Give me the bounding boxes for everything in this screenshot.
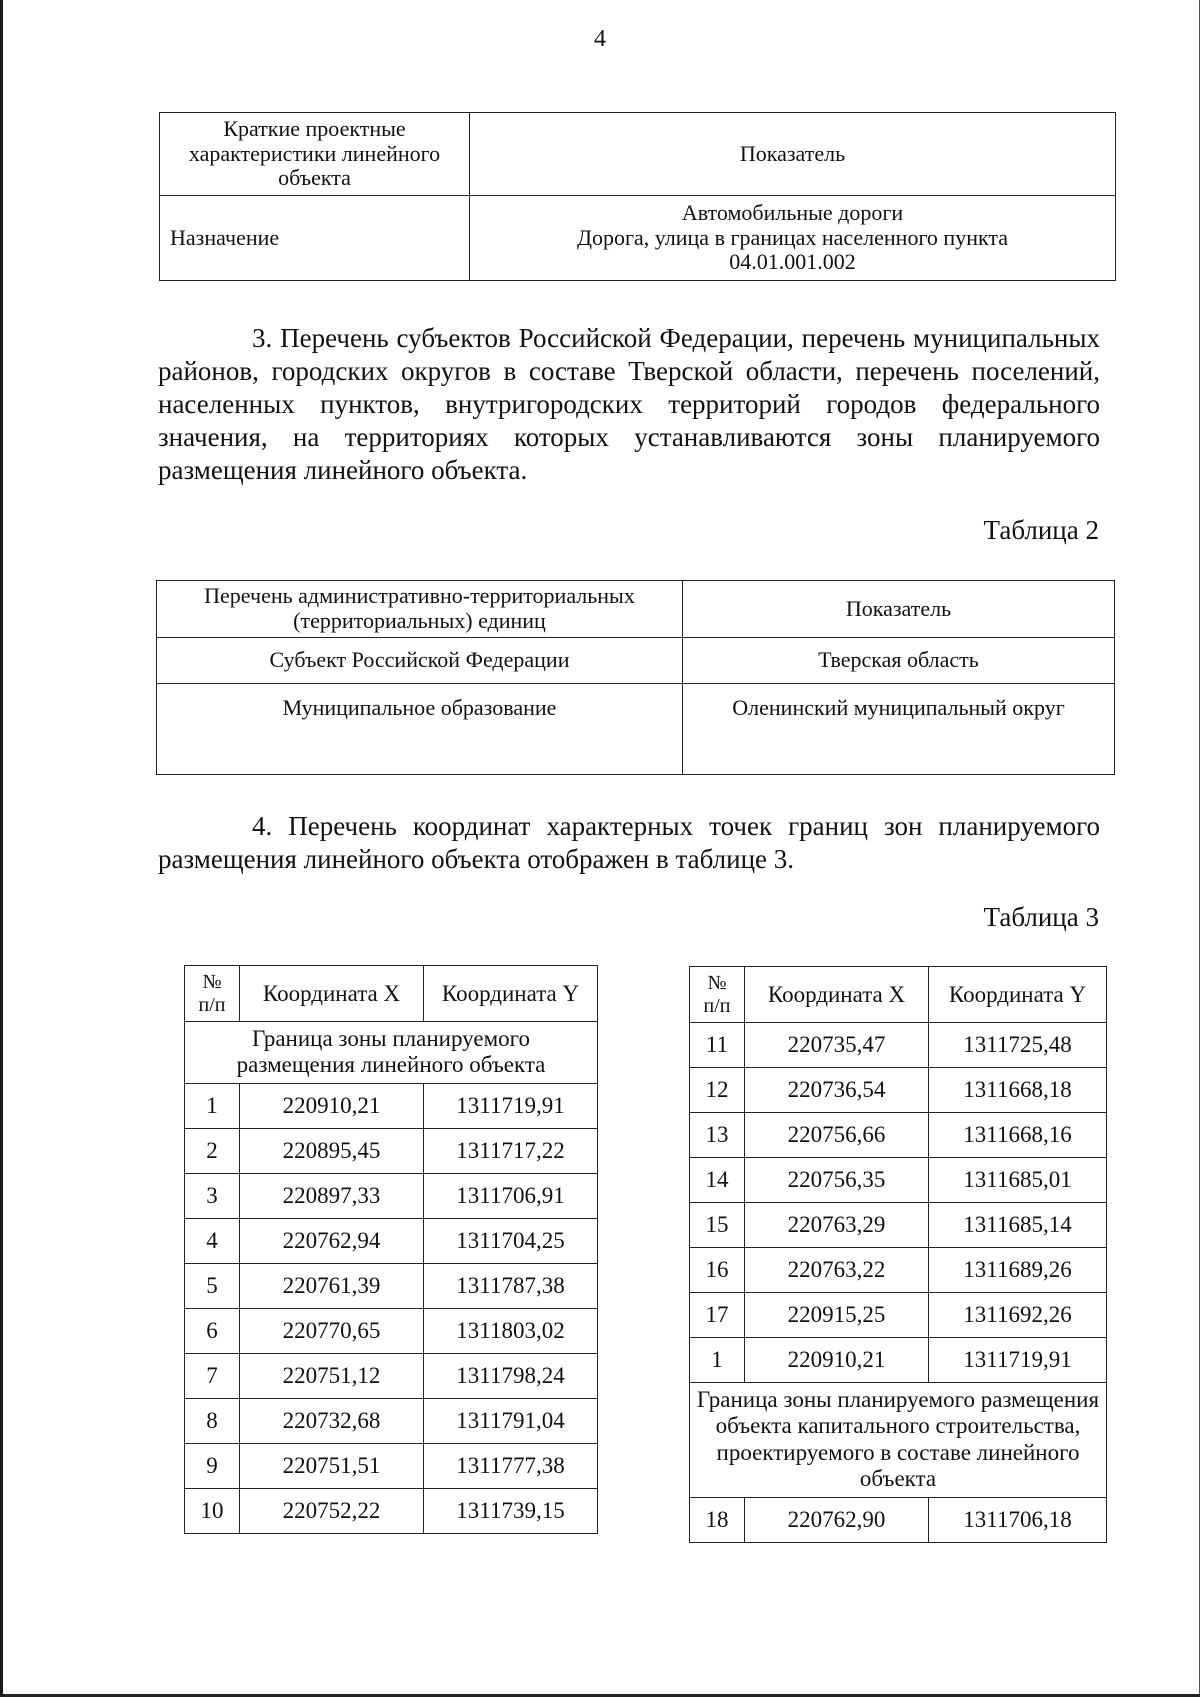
header-number-symbol: № bbox=[707, 972, 727, 995]
coordinate-y: 1311787,38 bbox=[424, 1263, 598, 1308]
point-number: 14 bbox=[690, 1158, 745, 1203]
table-header-row bbox=[157, 581, 1115, 638]
table-row bbox=[690, 1338, 1107, 1383]
coordinate-x: 220763,22 bbox=[745, 1248, 929, 1293]
table-row bbox=[690, 1248, 1107, 1293]
subject-label: Субъект Российской Федерации bbox=[157, 638, 683, 684]
point-number: 7 bbox=[185, 1353, 240, 1398]
coordinate-y: 1311803,02 bbox=[424, 1308, 598, 1353]
coordinate-y: 1311706,91 bbox=[424, 1173, 598, 1218]
table-row bbox=[157, 684, 1115, 775]
table-2-caption: Таблица 2 bbox=[983, 515, 1099, 545]
coordinate-x: 220910,21 bbox=[745, 1338, 929, 1383]
coordinate-y: 1311798,24 bbox=[424, 1353, 598, 1398]
coordinate-x: 220770,65 bbox=[240, 1308, 424, 1353]
design-characteristics-table bbox=[159, 112, 1116, 281]
header-number-abbr: п/п bbox=[198, 993, 226, 1016]
municipality-label: Муниципальное образование bbox=[157, 684, 683, 775]
table-row bbox=[160, 196, 1116, 281]
point-number: 4 bbox=[185, 1218, 240, 1263]
section-linear-object: Граница зоны планируемого размещения линейного объекта bbox=[185, 1022, 598, 1084]
header-coordinate-x: Координата X bbox=[240, 966, 424, 1022]
point-number: 2 bbox=[185, 1128, 240, 1173]
header-indicator: Показатель bbox=[470, 113, 1116, 196]
point-number: 13 bbox=[690, 1113, 745, 1158]
section-row bbox=[185, 1022, 598, 1084]
coordinate-y: 1311706,18 bbox=[929, 1497, 1107, 1542]
section-row bbox=[690, 1383, 1107, 1498]
point-number: 3 bbox=[185, 1173, 240, 1218]
purpose-value bbox=[470, 196, 1116, 281]
section-4-paragraph bbox=[158, 810, 1100, 876]
coordinate-x: 220751,12 bbox=[240, 1353, 424, 1398]
table-row bbox=[185, 1353, 598, 1398]
purpose-value-line: 04.01.001.002 bbox=[729, 249, 856, 275]
coordinate-x: 220763,29 bbox=[745, 1203, 929, 1248]
point-number: 5 bbox=[185, 1263, 240, 1308]
coordinate-x: 220761,39 bbox=[240, 1263, 424, 1308]
table-row bbox=[185, 1218, 598, 1263]
coordinate-x: 220762,90 bbox=[745, 1497, 929, 1542]
coordinate-x: 220752,22 bbox=[240, 1488, 424, 1533]
administrative-units-table bbox=[156, 580, 1115, 775]
purpose-value-line: Дорога, улица в границах населенного пункта bbox=[576, 224, 1009, 250]
purpose-value-line: Автомобильные дороги bbox=[681, 200, 904, 226]
point-number: 11 bbox=[690, 1023, 745, 1068]
header-characteristics: Краткие проектные характеристики линейного объекта bbox=[160, 113, 470, 196]
coordinate-x: 220897,33 bbox=[240, 1173, 424, 1218]
point-number: 16 bbox=[690, 1248, 745, 1293]
coordinate-y: 1311704,25 bbox=[424, 1218, 598, 1263]
table-row bbox=[690, 1158, 1107, 1203]
coordinate-y: 1311791,04 bbox=[424, 1398, 598, 1443]
point-number: 12 bbox=[690, 1068, 745, 1113]
point-number: 18 bbox=[690, 1497, 745, 1542]
coordinate-y: 1311719,91 bbox=[424, 1083, 598, 1128]
table-row bbox=[690, 1293, 1107, 1338]
table-row bbox=[185, 1128, 598, 1173]
coordinates-table-right bbox=[689, 966, 1107, 1543]
header-coordinate-x: Координата X bbox=[745, 967, 929, 1023]
header-coordinate-y: Координата Y bbox=[929, 967, 1107, 1023]
point-number: 6 bbox=[185, 1308, 240, 1353]
coordinate-y: 1311739,15 bbox=[424, 1488, 598, 1533]
coordinate-y: 1311668,16 bbox=[929, 1113, 1107, 1158]
table-3-caption: Таблица 3 bbox=[983, 902, 1099, 932]
coordinate-y: 1311717,22 bbox=[424, 1128, 598, 1173]
table-row bbox=[690, 1113, 1107, 1158]
table-row bbox=[185, 1263, 598, 1308]
point-number: 1 bbox=[690, 1338, 745, 1383]
point-number: 10 bbox=[185, 1488, 240, 1533]
coordinate-x: 220735,47 bbox=[745, 1023, 929, 1068]
section-3-text: 3. Перечень субъектов Российской Федерации, перечень муниципальных районов, городских округов в составе Тверской области, перечень поселений, населенных пунктов, внутригородских территорий городов федерального значения, на территориях которых устанавливаются зоны планируемого размещения линейного объекта. bbox=[158, 323, 1100, 485]
page-number: 4 bbox=[594, 26, 606, 52]
table-row bbox=[185, 1173, 598, 1218]
coordinate-y: 1311668,18 bbox=[929, 1068, 1107, 1113]
header-number bbox=[185, 966, 240, 1022]
coordinate-x: 220762,94 bbox=[240, 1218, 424, 1263]
table-header-row bbox=[185, 966, 598, 1022]
table-row bbox=[690, 1068, 1107, 1113]
capital-rows bbox=[690, 1497, 1107, 1542]
coordinate-y: 1311692,26 bbox=[929, 1293, 1107, 1338]
table-row bbox=[185, 1083, 598, 1128]
coordinate-x: 220915,25 bbox=[745, 1293, 929, 1338]
coordinate-x: 220756,35 bbox=[745, 1158, 929, 1203]
table-row bbox=[185, 1398, 598, 1443]
table-row bbox=[157, 638, 1115, 684]
point-number: 9 bbox=[185, 1443, 240, 1488]
section-capital-object: Граница зоны планируемого размещения объекта капитального строительства, проектируемого в составе линейного объекта bbox=[690, 1383, 1107, 1498]
coordinate-y: 1311725,48 bbox=[929, 1023, 1107, 1068]
coordinate-x: 220736,54 bbox=[745, 1068, 929, 1113]
left-rows bbox=[185, 1083, 598, 1533]
table-row bbox=[185, 1308, 598, 1353]
coordinate-x: 220756,66 bbox=[745, 1113, 929, 1158]
page-edge-left bbox=[0, 0, 3, 1697]
header-number-abbr: п/п bbox=[703, 994, 731, 1017]
point-number: 17 bbox=[690, 1293, 745, 1338]
coordinate-x: 220751,51 bbox=[240, 1443, 424, 1488]
purpose-label: Назначение bbox=[160, 196, 470, 281]
coordinate-x: 220895,45 bbox=[240, 1128, 424, 1173]
section-4-text: 4. Перечень координат характерных точек границ зон планируемого размещения линейного объекта отображен в таблице 3. bbox=[158, 811, 1100, 874]
point-number: 8 bbox=[185, 1398, 240, 1443]
coordinate-y: 1311685,01 bbox=[929, 1158, 1107, 1203]
section-3-paragraph bbox=[158, 322, 1100, 487]
coordinate-x: 220732,68 bbox=[240, 1398, 424, 1443]
header-admin-units: Перечень административно-территориальных (территориальных) единиц bbox=[157, 581, 683, 638]
table-row bbox=[690, 1023, 1107, 1068]
table-header-row bbox=[690, 967, 1107, 1023]
right-rows bbox=[690, 1023, 1107, 1383]
table-header-row bbox=[160, 113, 1116, 196]
subject-value: Тверская область bbox=[683, 638, 1115, 684]
table-row bbox=[185, 1488, 598, 1533]
header-indicator: Показатель bbox=[683, 581, 1115, 638]
coordinate-y: 1311689,26 bbox=[929, 1248, 1107, 1293]
header-number bbox=[690, 967, 745, 1023]
point-number: 1 bbox=[185, 1083, 240, 1128]
header-coordinate-y: Координата Y bbox=[424, 966, 598, 1022]
coordinates-table-left bbox=[184, 965, 598, 1534]
coordinate-y: 1311685,14 bbox=[929, 1203, 1107, 1248]
municipality-value: Оленинский муниципальный округ bbox=[683, 684, 1115, 775]
table-row bbox=[690, 1497, 1107, 1542]
coordinate-x: 220910,21 bbox=[240, 1083, 424, 1128]
point-number: 15 bbox=[690, 1203, 745, 1248]
coordinate-y: 1311777,38 bbox=[424, 1443, 598, 1488]
table-row bbox=[185, 1443, 598, 1488]
header-number-symbol: № bbox=[202, 971, 222, 994]
coordinate-y: 1311719,91 bbox=[929, 1338, 1107, 1383]
table-row bbox=[690, 1203, 1107, 1248]
